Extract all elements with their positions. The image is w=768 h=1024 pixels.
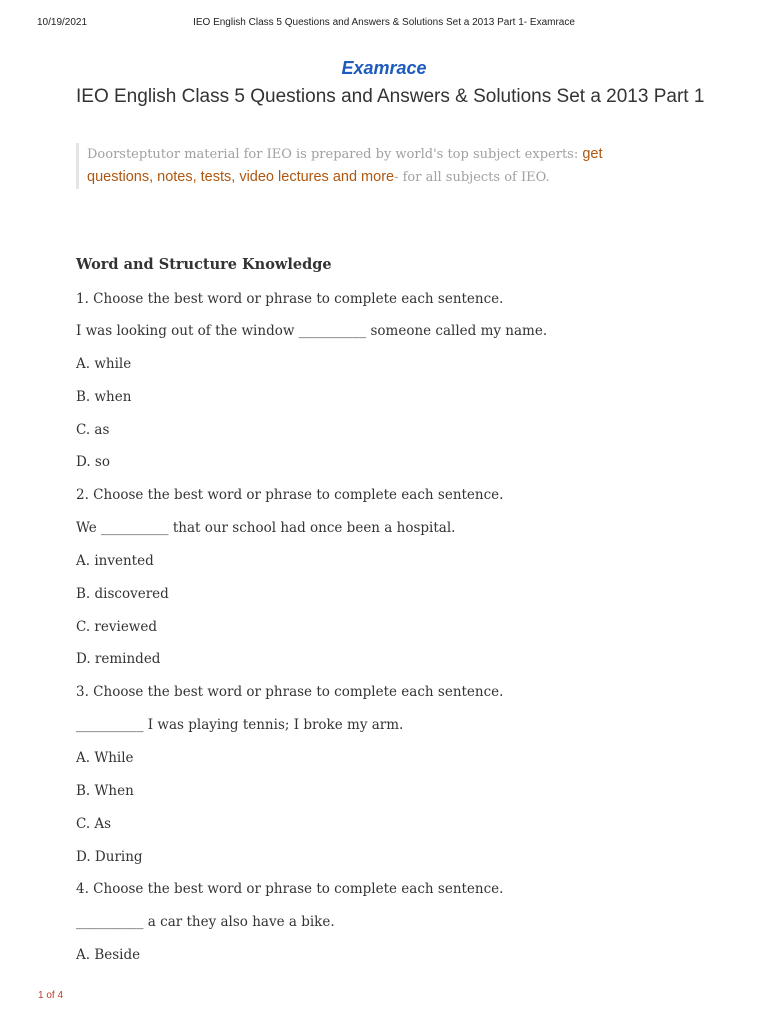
section-heading: Word and Structure Knowledge: [76, 256, 332, 273]
promo-callout: [76, 143, 647, 189]
brand-logo-text[interactable]: Examrace: [341, 58, 427, 78]
answer-option: A. Beside: [76, 947, 141, 963]
promo-text-after: - for all subjects of IEO.: [394, 170, 550, 185]
answer-option: C. as: [76, 422, 110, 438]
print-header: [0, 17, 768, 31]
promo-text-before: Doorsteptutor material for IEO is prepared by world's top subject experts:: [87, 147, 583, 162]
answer-option: B. discovered: [76, 586, 169, 602]
answer-option: C. reviewed: [76, 619, 157, 635]
question-sentence: I was looking out of the window __________ someone called my name.: [76, 323, 548, 339]
answer-option: D. reminded: [76, 651, 161, 667]
page-indicator: 1 of 4: [38, 990, 64, 1001]
answer-option: B. when: [76, 389, 132, 405]
answer-option: B. When: [76, 783, 134, 799]
question-prompt: 4. Choose the best word or phrase to complete each sentence.: [76, 881, 504, 897]
promo-link[interactable]: get questions, notes, tests, video lectures and more: [87, 146, 603, 185]
question-prompt: 3. Choose the best word or phrase to complete each sentence.: [76, 684, 504, 700]
question-prompt: 1. Choose the best word or phrase to complete each sentence.: [76, 291, 504, 307]
question-prompt: 2. Choose the best word or phrase to complete each sentence.: [76, 487, 504, 503]
page-title: IEO English Class 5 Questions and Answers & Solutions Set a 2013 Part 1: [76, 86, 705, 107]
print-date: 10/19/2021: [37, 17, 88, 28]
answer-option: D. so: [76, 454, 110, 470]
question-sentence: __________ I was playing tennis; I broke my arm.: [76, 717, 404, 733]
answer-option: D. During: [76, 849, 143, 865]
question-sentence: We __________ that our school had once been a hospital.: [76, 520, 456, 536]
answer-option: A. while: [76, 356, 132, 372]
answer-option: A. invented: [76, 553, 154, 569]
print-document-title: IEO English Class 5 Questions and Answers & Solutions Set a 2013 Part 1- Examrace: [193, 17, 575, 28]
answer-option: A. While: [76, 750, 134, 766]
question-sentence: __________ a car they also have a bike.: [76, 914, 335, 930]
answer-option: C. As: [76, 816, 112, 832]
